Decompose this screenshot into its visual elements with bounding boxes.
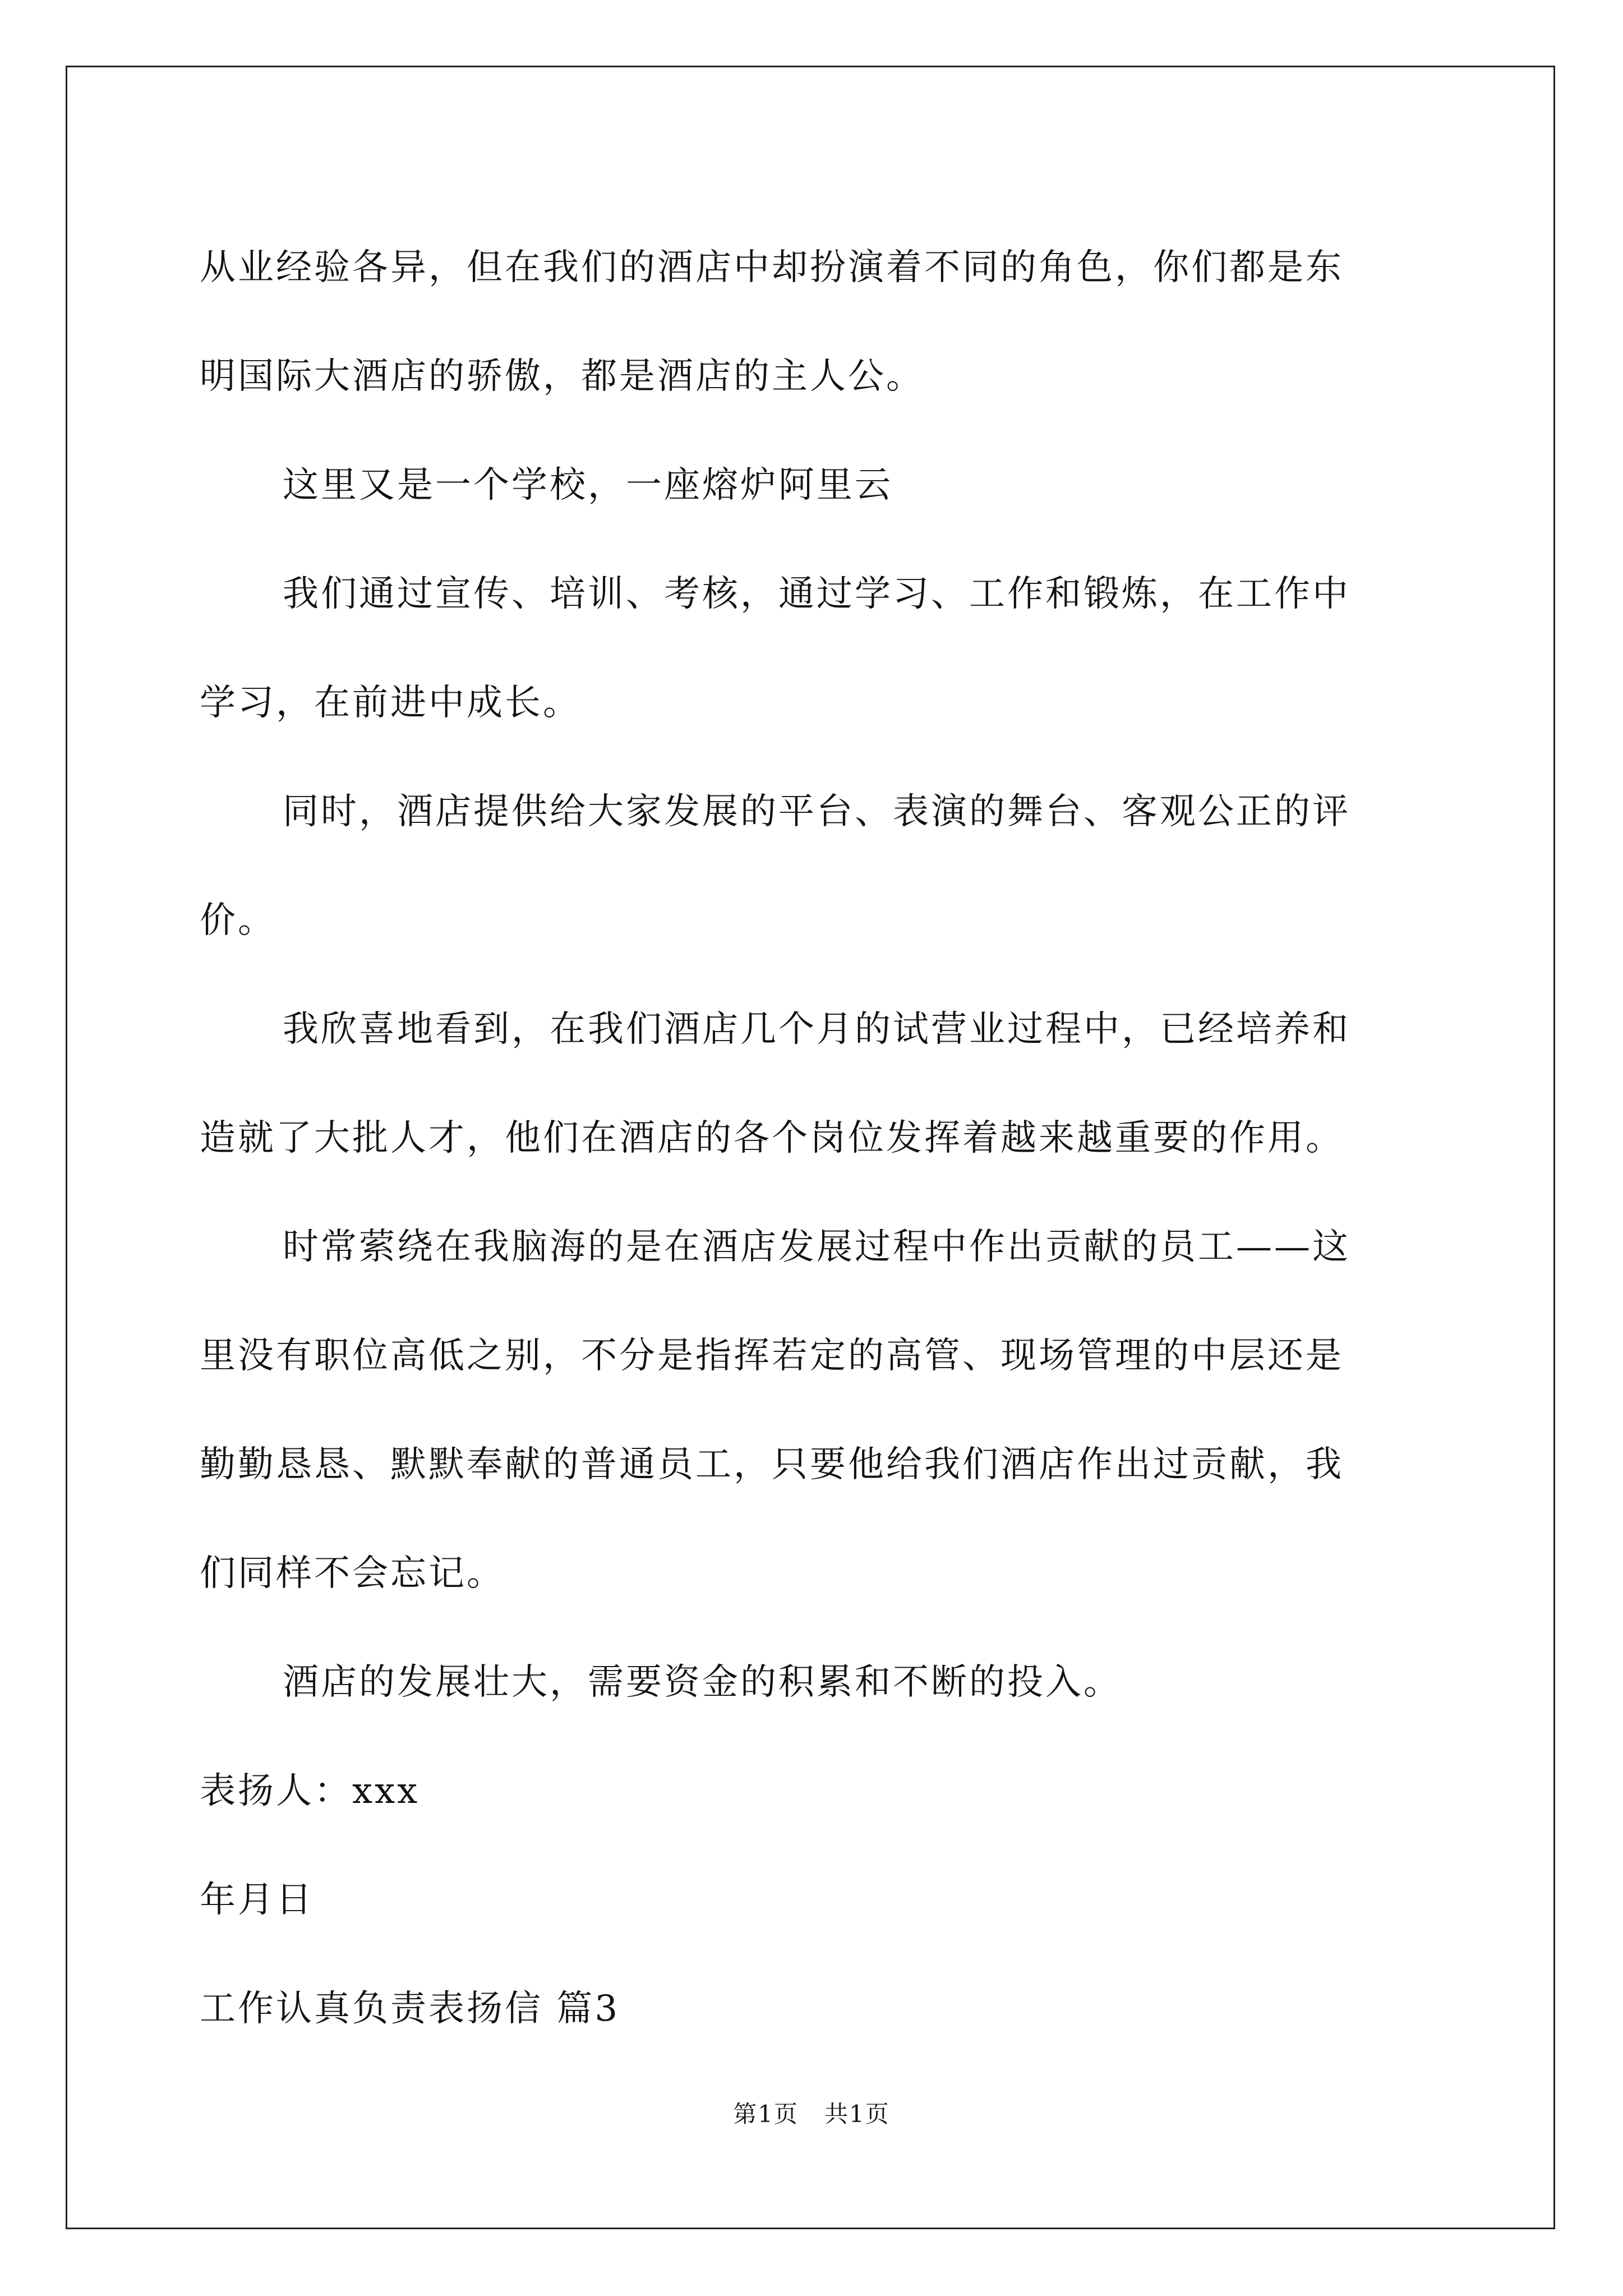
paragraph-line: 里没有职位高低之别，不分是指挥若定的高管、现场管理的中层还是 [200,1335,1344,1377]
paragraph-line: 我欣喜地看到，在我们酒店几个月的试营业过程中，已经培养和 [283,1009,1350,1050]
paragraph-line: 这里又是一个学校，一座熔炉阿里云 [283,464,893,506]
paragraph-line: 造就了大批人才，他们在酒店的各个岗位发挥着越来越重要的作用。 [200,1117,1344,1159]
document-body [200,213,1433,2063]
paragraph-line: 从业经验各异，但在我们的酒店中却扮演着不同的角色，你们都是东 [200,247,1344,288]
paragraph-line: 们同样不会忘记。 [200,1553,505,1594]
paragraph-line: 勤勤恳恳、默默奉献的普通员工，只要他给我们酒店作出过贡献，我 [200,1444,1344,1485]
paragraph-line: 明国际大酒店的骄傲，都是酒店的主人公。 [200,356,924,397]
date-line: 年月日 [200,1879,314,1921]
paragraph-line: 价。 [200,900,276,941]
section-heading: 工作认真负责表扬信 篇3 [200,1988,620,2030]
paragraph-line: 学习，在前进中成长。 [200,682,581,724]
paragraph-line: 我们通过宣传、培训、考核，通过学习、工作和锻炼，在工作中 [283,573,1350,615]
paragraph-line: 时常萦绕在我脑海的是在酒店发展过程中作出贡献的员工——这 [283,1226,1350,1268]
page-footer: 第1页 共1页 [733,2100,890,2128]
paragraph-line: 同时，酒店提供给大家发展的平台、表演的舞台、客观公正的评 [283,791,1350,832]
paragraph-line: 酒店的发展壮大，需要资金的积累和不断的投入。 [283,1662,1122,1703]
signer-line: 表扬人：xxx [200,1770,420,1812]
